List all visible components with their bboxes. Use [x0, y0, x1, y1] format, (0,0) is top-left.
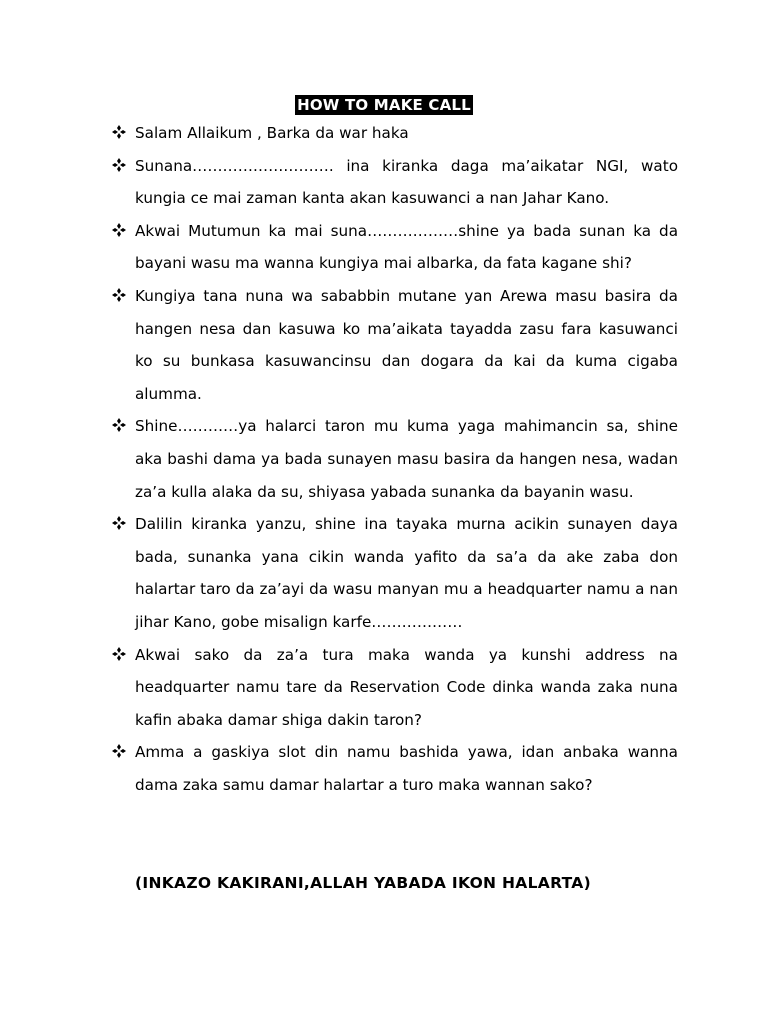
four-diamond-bullet-icon — [112, 418, 126, 432]
list-item — [112, 215, 678, 280]
four-diamond-bullet-icon — [112, 647, 126, 661]
list-item-text: Sunana………………………. ina kiranka daga ma’aikatar NGI, wato kungia ce mai zaman kanta akan kasuwanci a nan Jahar Kano. — [135, 156, 678, 208]
four-diamond-bullet-icon — [112, 223, 126, 237]
list-item-text: Akwai sako da za’a tura maka wanda ya kunshi address na headquarter namu tare da Reservation Code dinka wanda zaka nuna kafin abaka damar shiga dakin taron? — [135, 645, 678, 729]
list-item-text: Kungiya tana nuna wa sababbin mutane yan Arewa masu basira da hangen nesa dan kasuwa ko ma’aikata tayadda zasu fara kasuwanci ko su bunkasa kasuwancinsu dan dogara da kai da kuma cigaba alumma. — [135, 286, 678, 403]
list-item — [112, 117, 678, 150]
list-item-text: Amma a gaskiya slot din namu bashida yawa, idan anbaka wanna dama zaka samu damar halartar a turo maka wannan sako? — [135, 743, 678, 794]
list-item — [112, 736, 678, 801]
list-item-text: Dalilin kiranka yanzu, shine ina tayaka murna acikin sunayen daya bada, sunanka yana cikin wanda yafito da sa’a da ake zaba don halartar taro da za’ayi da wasu manyan mu a headquarter namu a nan jihar Kano, gobe misalign karfe……………… — [135, 515, 678, 631]
closing-statement: (INKAZO KAKIRANI,ALLAH YABADA IKON HALARTA) — [135, 874, 591, 892]
title-wrap — [0, 95, 768, 115]
document-title: HOW TO MAKE CALL — [297, 96, 471, 114]
list-item-text: Akwai Mutumun ka mai suna………………shine ya bada sunan ka da bayani wasu ma wanna kungiya mai albarka, da fata kagane shi? — [135, 221, 678, 273]
list-item-text: Salam Allaikum , Barka da war haka — [135, 124, 409, 142]
four-diamond-bullet-icon — [112, 288, 126, 302]
four-diamond-bullet-icon — [112, 516, 126, 530]
four-diamond-bullet-icon — [112, 158, 126, 172]
list-item-text: Shine…………ya halarci taron mu kuma yaga mahimancin sa, shine aka bashi dama ya bada sunayen masu basira da hangen nesa, wadan za’a kulla alaka da su, shiyasa yabada sunanka da bayanin wasu. — [135, 417, 678, 501]
list-item — [112, 410, 678, 508]
four-diamond-bullet-icon — [112, 744, 126, 758]
list-item — [112, 150, 678, 215]
list-item — [112, 280, 678, 410]
list-item — [112, 508, 678, 638]
bullet-list — [112, 117, 678, 801]
list-item — [112, 639, 678, 737]
four-diamond-bullet-icon — [112, 125, 126, 139]
